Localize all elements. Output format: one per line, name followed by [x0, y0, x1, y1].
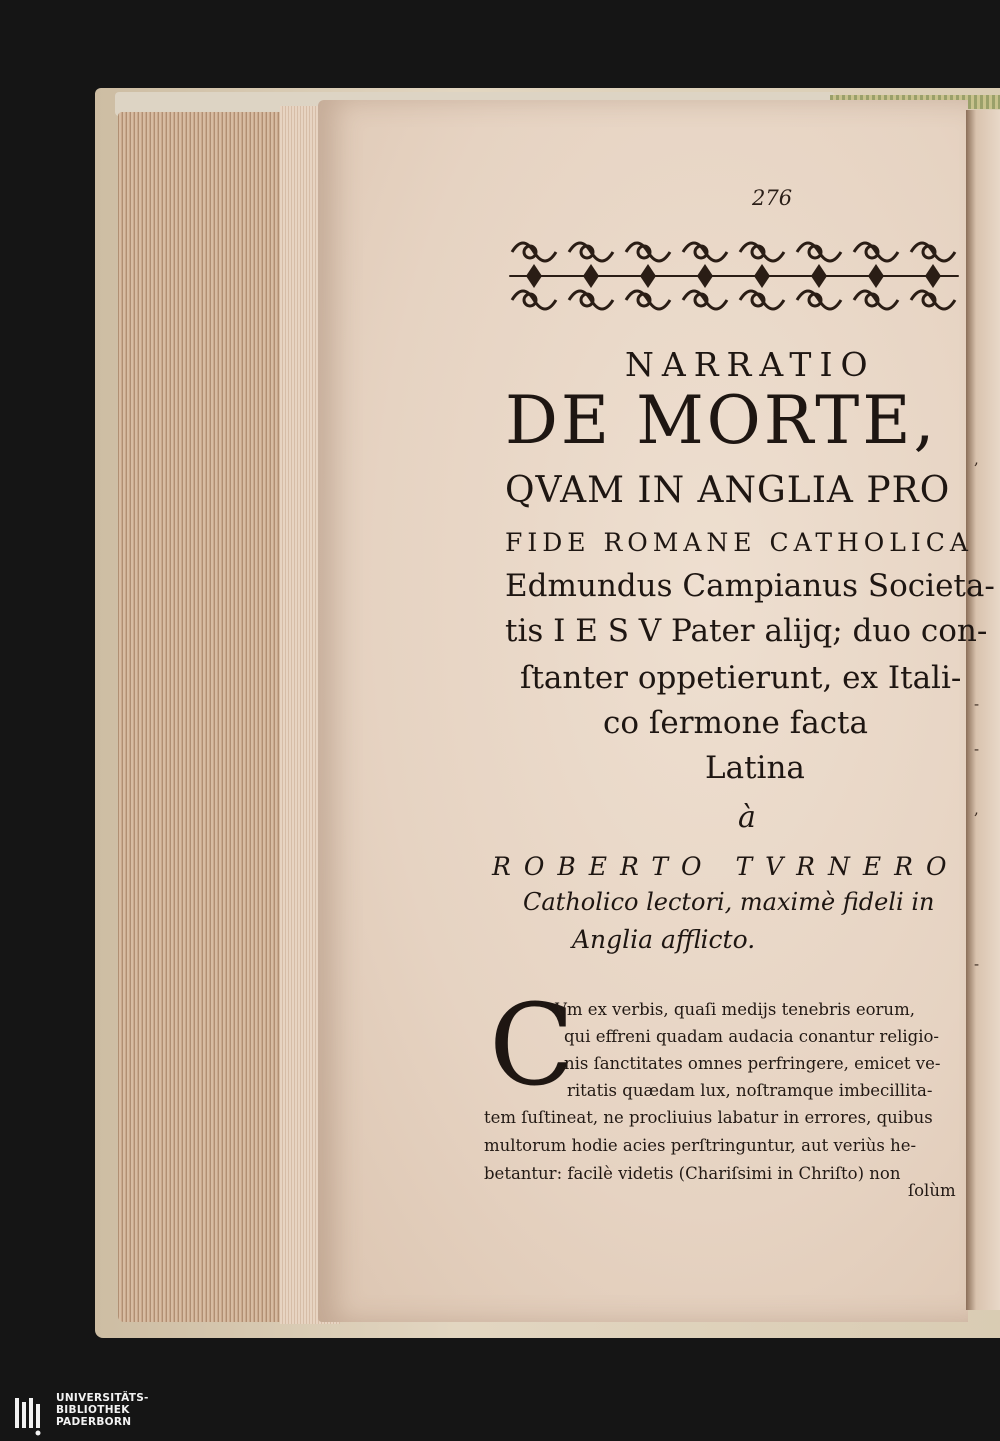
body-line: tem ſuſtineat, ne procliuius labatur in errores, quibus [484, 1108, 933, 1127]
library-line: UNIVERSITÄTS- [56, 1392, 149, 1404]
ornament-diamond [640, 264, 656, 288]
ornament-diamond [868, 264, 884, 288]
ornament-scroll [626, 291, 670, 309]
body-line: nis ſanctitates omnes perfringere, emicet ve- [564, 1054, 941, 1073]
footer-bar [0, 1390, 1000, 1441]
ornament-scroll [740, 291, 784, 309]
catchword: ſolùm [908, 1181, 956, 1200]
ornament-scroll [569, 291, 613, 309]
ornament-diamond [925, 264, 941, 288]
subtitle-line: ſtanter oppetierunt, ex Itali- [520, 660, 962, 696]
ornament-scroll [797, 291, 841, 309]
preposition-a: à [738, 800, 756, 835]
ornament-diamond [754, 264, 770, 288]
library-logo-icon [14, 1396, 46, 1436]
body-line: qui effreni quadam audacia conantur religio- [564, 1027, 939, 1046]
ornament-scroll [569, 243, 613, 261]
ornament-diamond [526, 264, 542, 288]
ornament-scroll [683, 243, 727, 261]
dedication-line: Anglia afflicto. [572, 925, 756, 954]
dedication-line: Catholico lectori, maximè fideli in [523, 888, 935, 916]
ornament-headpiece [506, 230, 962, 322]
subtitle-line: Latina [705, 750, 805, 786]
author-name: ROBERTO TVRNERO [492, 852, 960, 881]
page-number: 276 [752, 186, 793, 210]
facing-page-edge [966, 110, 1000, 1310]
title-de-morte: DE MORTE, [505, 382, 938, 459]
subtitle-line: co ſermone facta [603, 705, 868, 741]
subtitle-line: tis I E S V Pater alijq; duo con- [505, 613, 988, 649]
subtitle-line: Edmundus Campianus Societa- [505, 568, 995, 604]
ornament-diamond [811, 264, 827, 288]
title-fide: FIDE ROMANE CATHOLICA [505, 528, 973, 557]
margin-mark: - [974, 695, 980, 713]
body-line: Vm ex verbis, quaſi medijs tenebris eorum, [555, 1000, 915, 1019]
margin-mark: , [974, 800, 979, 818]
title-quam: QVAM IN ANGLIA PRO [505, 470, 951, 511]
ornament-diamond [697, 264, 713, 288]
ornament-scroll [797, 243, 841, 261]
margin-mark: - [974, 955, 980, 973]
ornament-scroll [740, 243, 784, 261]
ornament-scroll [911, 291, 955, 309]
body-line: multorum hodie acies perſtringuntur, aut veriùs he- [484, 1136, 917, 1155]
ornament-scroll [512, 243, 556, 261]
margin-mark: , [974, 450, 979, 468]
margin-mark: - [974, 740, 980, 758]
ornament-scroll [512, 291, 556, 309]
library-line: PADERBORN [56, 1416, 132, 1428]
ornament-diamond [583, 264, 599, 288]
library-line: BIBLIOTHEK [56, 1404, 130, 1416]
ornament-scroll [911, 243, 955, 261]
ornament-scroll [854, 291, 898, 309]
ornament-scroll [854, 243, 898, 261]
library-name [56, 1392, 149, 1428]
ornament-scroll [683, 291, 727, 309]
ornament-scroll [626, 243, 670, 261]
title-narratio: NARRATIO [625, 345, 876, 384]
body-line: betantur: facilè videtis (Chariſsimi in Chriſto) non [484, 1164, 901, 1183]
body-line: ritatis quædam lux, noſtramque imbecillita- [567, 1081, 933, 1100]
drop-cap: C [489, 981, 575, 1111]
